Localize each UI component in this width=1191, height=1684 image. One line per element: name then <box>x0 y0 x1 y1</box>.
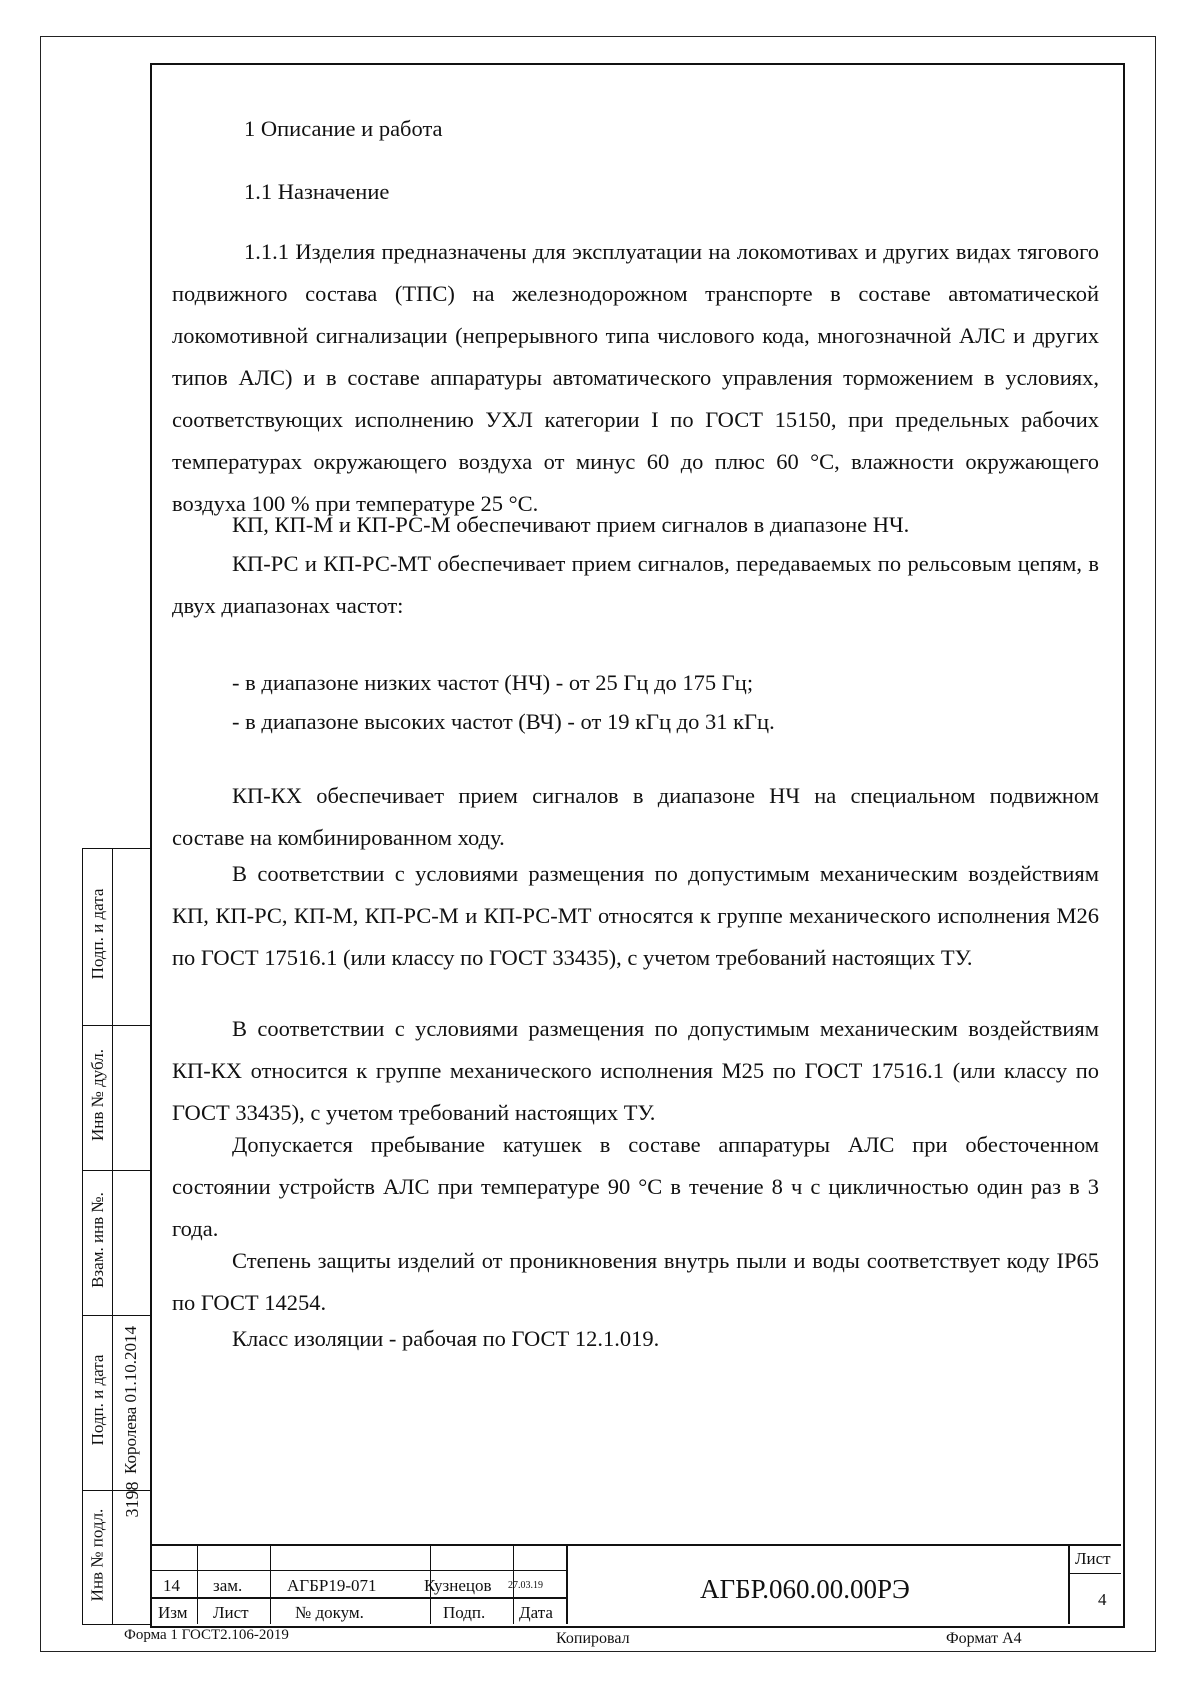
paragraph-mech-m26: В соответствии с условиями размещения по допустимым механическим воздействиям КП, КП-РС, КП-М, КП-РС-М и КП-РС-МТ относятся к группе механического исполнения М26 по ГОСТ 17516.1 (или классу по ГОСТ 33435), с учетом требований настоящих ТУ. <box>172 861 1099 970</box>
sheet-number: 4 <box>1098 1590 1107 1609</box>
side-label-inv-podl: Инв № подл. <box>87 1508 107 1602</box>
paragraph-insulation: Класс изоляции - рабочая по ГОСТ 12.1.019. <box>232 1326 660 1351</box>
subsection-heading: 1.1 Назначение <box>244 179 390 204</box>
section-heading: 1 Описание и работа <box>244 116 443 141</box>
col-divider-1 <box>197 1544 198 1624</box>
col-divider-2 <box>270 1544 271 1624</box>
title-block-top-line <box>150 1544 1121 1546</box>
list-item-low-freq: - в диапазоне низких частот (НЧ) - от 25 Гц до 175 Гц; <box>232 670 754 695</box>
header-podp: Подп. <box>443 1603 486 1622</box>
side-cell-podp-1-value <box>112 848 151 1026</box>
change-list: зам. <box>213 1576 243 1595</box>
paragraph-kp-range: КП, КП-М и КП-РС-М обеспечивают прием сигналов в диапазоне НЧ. <box>232 512 910 537</box>
side-label-inv-dubl: Инв № дубл. <box>88 1049 107 1142</box>
side-cell-inv-dubl-value <box>112 1025 151 1171</box>
side-cell-inv-dubl <box>82 1025 113 1171</box>
side-cell-vzam <box>82 1170 113 1316</box>
side-cell-inv-podl <box>82 1490 113 1625</box>
side-label-podp-data-2: Подп. и дата <box>88 1354 107 1446</box>
sheet-label: Лист <box>1075 1549 1111 1568</box>
paragraph-kp-rs: КП-РС и КП-РС-МТ обеспечивает прием сигналов, передаваемых по рельсовым цепям, в двух диапазонах частот: <box>172 551 1099 618</box>
change-izm: 14 <box>163 1576 180 1595</box>
side-cell-podp-1 <box>82 848 113 1026</box>
col-divider-5 <box>566 1544 568 1624</box>
change-doc: АГБР19-071 <box>287 1576 377 1595</box>
header-date: Дата <box>519 1603 553 1622</box>
change-date: 27.03.19 <box>508 1580 543 1591</box>
side-cell-podp-2 <box>82 1315 113 1491</box>
list-item-high-freq: - в диапазоне высоких частот (ВЧ) - от 19 кГц до 31 кГц. <box>232 709 775 734</box>
side-cell-vzam-value <box>112 1170 151 1316</box>
side-cell-inv-podl-value <box>112 1481 151 1625</box>
paragraph-mech-m25: В соответствии с условиями размещения по допустимым механическим воздействиям КП-КХ относится к группе механического исполнения М25 по ГОСТ 17516.1 (или классу по ГОСТ 33435), с учетом требований настоящих ТУ. <box>172 1016 1099 1125</box>
paragraph-temperature: Допускается пребывание катушек в составе аппаратуры АЛС при обесточенном состоянии устройств АЛС при температуре 90 °С в течение 8 ч с цикличностью один раз в 3 года. <box>172 1132 1099 1241</box>
footer-format: Формат А4 <box>946 1630 1022 1647</box>
sheet-row-line <box>1068 1573 1121 1574</box>
side-value-signature-date: Королева 01.10.2014 <box>121 1326 140 1474</box>
sheet-divider <box>1068 1544 1070 1624</box>
change-signature: Кузнецов <box>424 1576 492 1595</box>
side-value-inv-podl: 3198 <box>122 1481 142 1518</box>
header-izm: Изм <box>158 1603 188 1622</box>
header-doc: № докум. <box>295 1603 364 1622</box>
paragraph-1-1-1: 1.1.1 Изделия предназначены для эксплуатации на локомотивах и других видах тягового подвижного состава (ТПС) на железнодорожном транспорте в составе автоматической локомотивной сигнализации (непрерывного типа числового кода, многозначной АЛС и других типов АЛС) и в составе аппаратуры автоматического управления торможением в условиях, соответствующих исполнению УХЛ категории I по ГОСТ 15150, при предельных рабочих температурах окружающего воздуха от минус 60 до плюс 60 °С, влажности окружающего воздуха 100 % при температуре 25 °С. <box>172 239 1099 516</box>
paragraph-kp-kh: КП-КХ обеспечивает прием сигналов в диапазоне НЧ на специальном подвижном составе на комбинированном ходу. <box>172 783 1099 850</box>
document-designation: АГБР.060.00.00РЭ <box>700 1574 910 1604</box>
title-block-row-line-1 <box>150 1570 567 1571</box>
footer-form: Форма 1 ГОСТ2.106-2019 <box>124 1627 289 1643</box>
title-block-row-line-2 <box>150 1597 567 1599</box>
header-list: Лист <box>213 1603 249 1622</box>
footer-copied: Копировал <box>556 1630 630 1647</box>
side-label-vzam-inv: Взам. инв №. <box>88 1192 107 1288</box>
paragraph-ip65: Степень защиты изделий от проникновения внутрь пыли и воды соответствует коду IP65 по ГОСТ 14254. <box>172 1248 1099 1315</box>
side-label-podp-data-1: Подп. и дата <box>88 888 107 980</box>
